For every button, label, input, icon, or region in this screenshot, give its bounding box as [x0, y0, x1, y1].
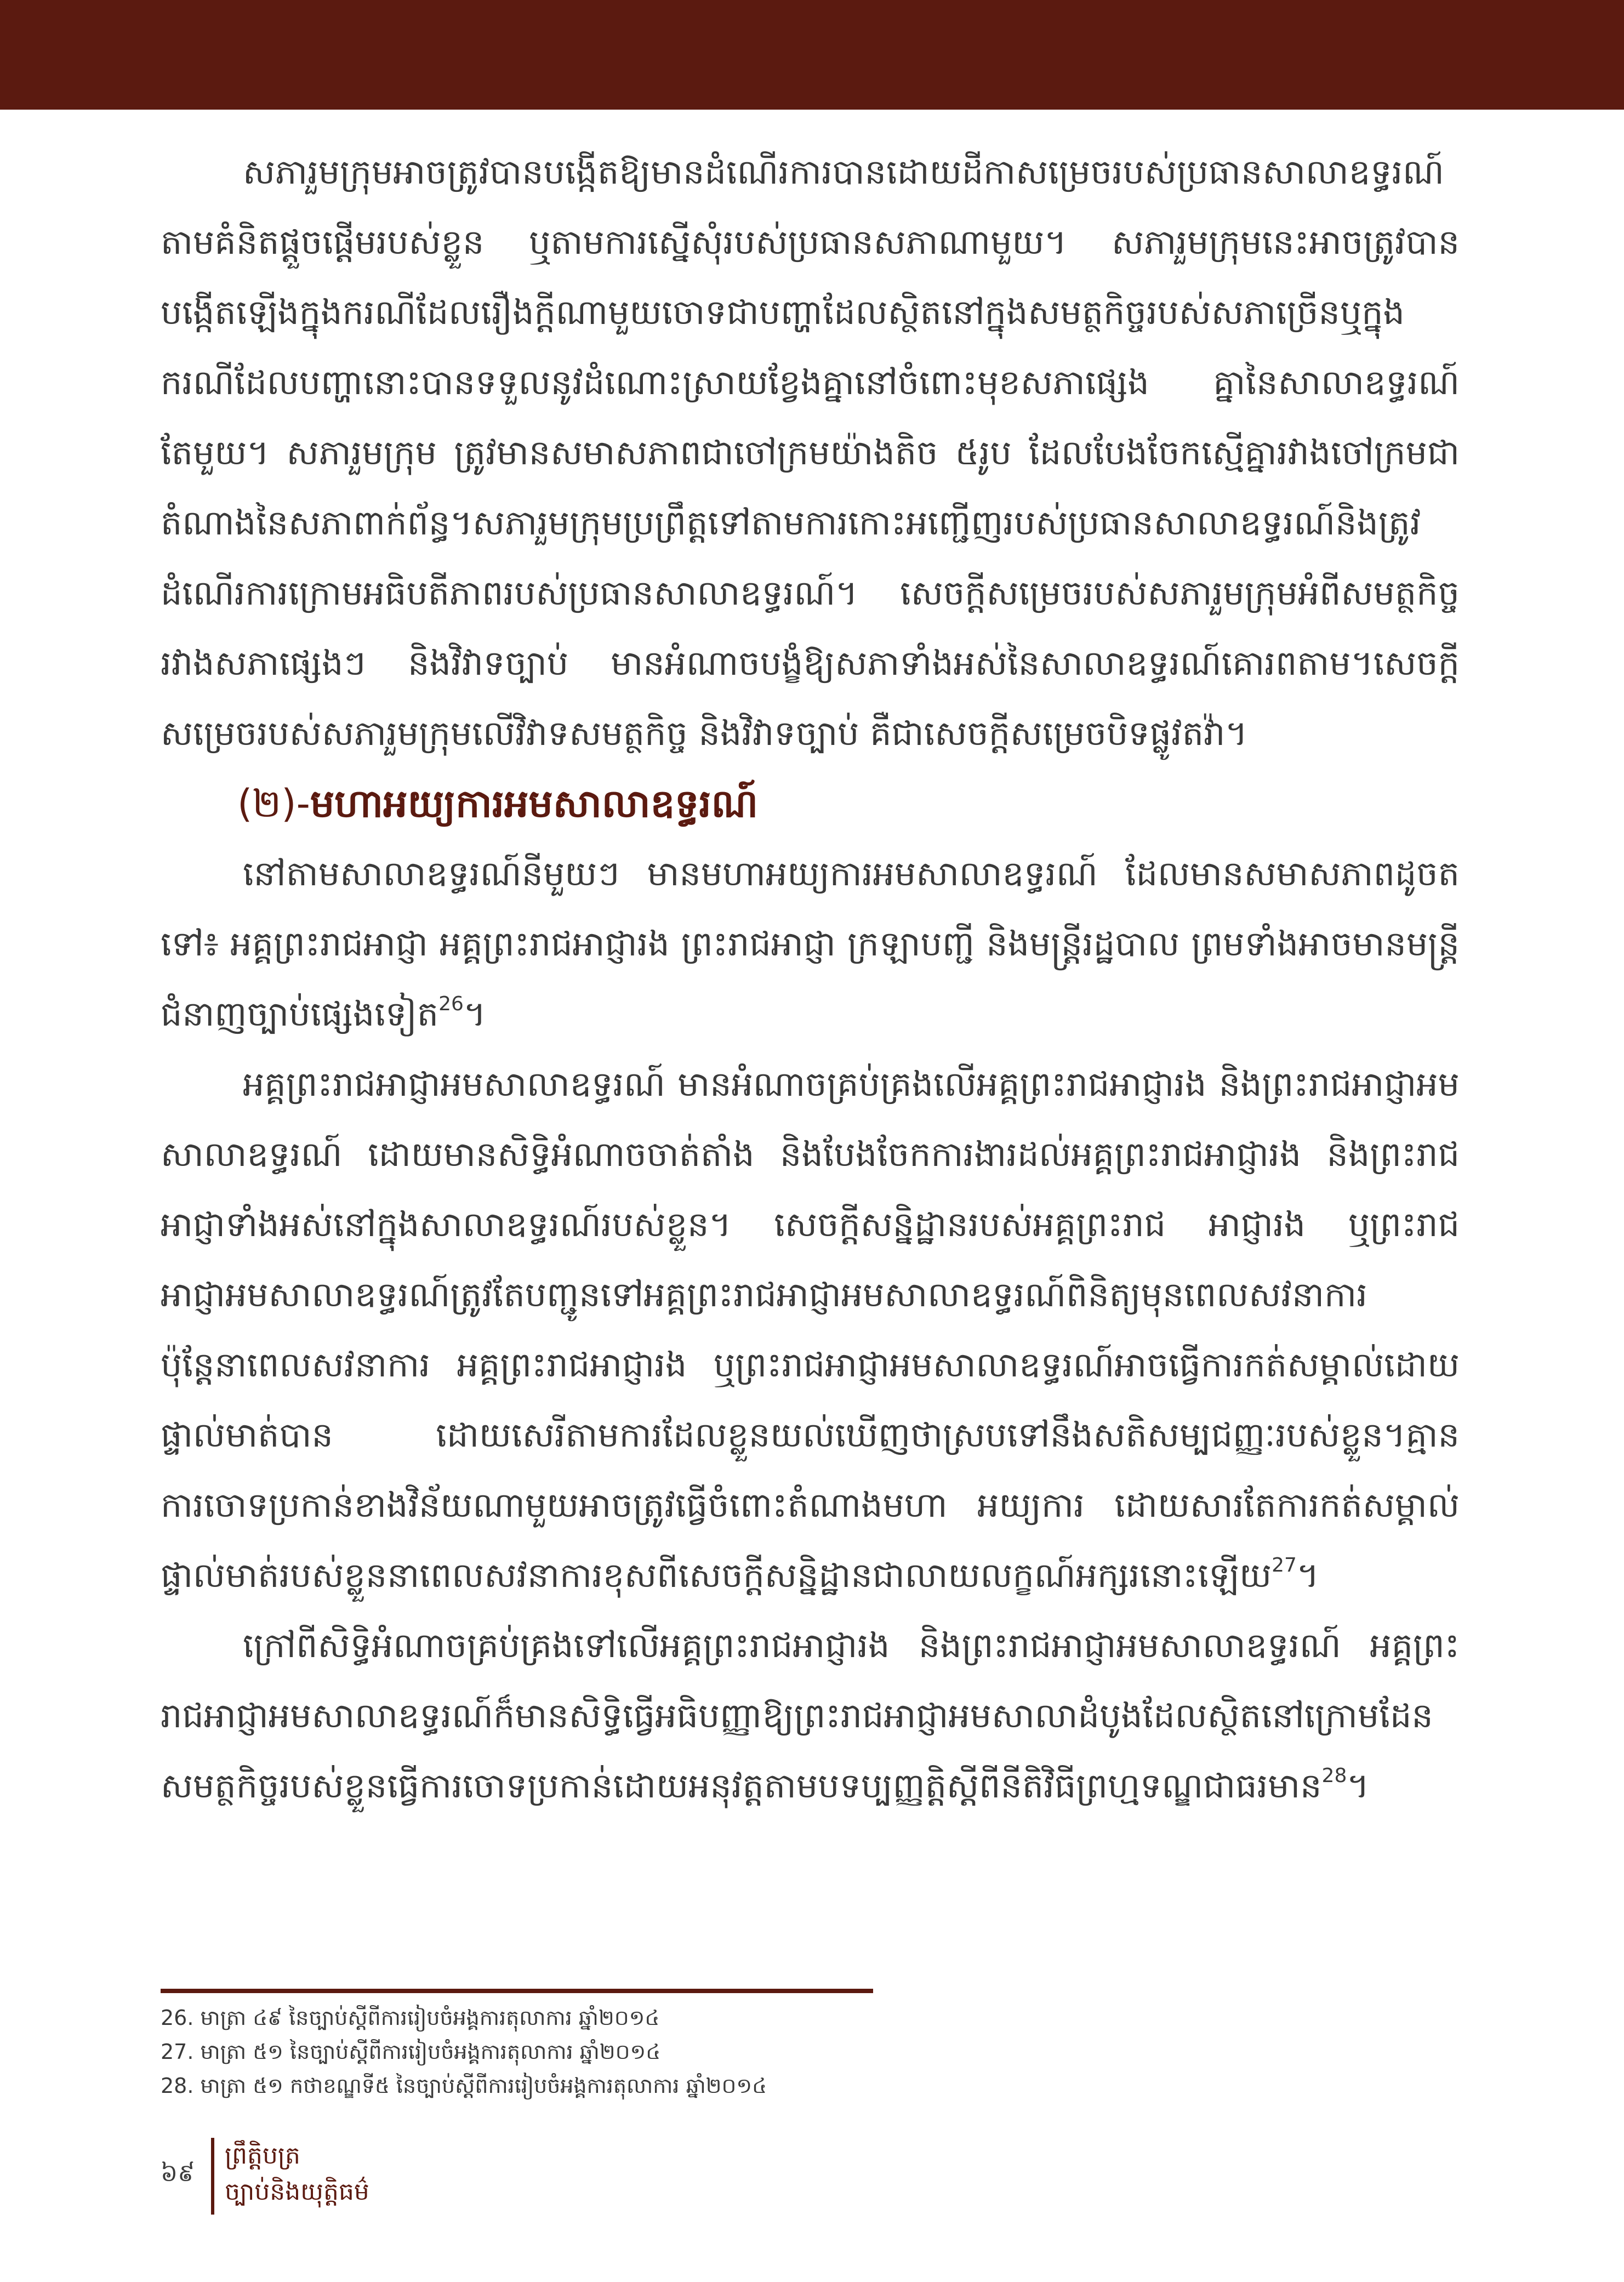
- section-heading: [161, 769, 1460, 839]
- header-band: [0, 0, 1624, 110]
- section-paragraph-1: [161, 839, 1460, 1049]
- footnote-26: 26. មាត្រា ៤៩ នៃច្បាប់ស្តីពីការរៀបចំអង្គការតុលាការ ឆ្នាំ២០១៤: [161, 2006, 660, 2030]
- footnote-ref-26[interactable]: 26: [438, 993, 464, 1015]
- journal-title-line-1: ព្រឹត្តិបត្រ: [225, 2142, 300, 2170]
- section-number: (២)-: [237, 781, 310, 826]
- footnote-ref-27[interactable]: 27: [1272, 1554, 1297, 1577]
- footer-divider: [211, 2138, 214, 2215]
- footnote-27: 27. មាត្រា ៥១ នៃច្បាប់ស្តីពីការរៀបចំអង្គការតុលាការ ឆ្នាំ២០១៤: [161, 2040, 661, 2064]
- footnote-divider: [161, 1989, 873, 1993]
- footnote-ref-28[interactable]: 28: [1321, 1765, 1347, 1787]
- paragraph-text: អគ្គព្រះរាជអាជ្ញាអមសាលាឧទ្ធរណ៍ មានអំណាចគ្រប់គ្រងលើអគ្គព្រះរាជអាជ្ញារង និងព្រះរាជអាជ្ញាអមសាលាឧទ្ធរណ៍ ដោយមានសិទ្ធិអំណាចចាត់តាំង និងបែងចែកការងារដល់អគ្គព្រះរាជអាជ្ញារង និងព្រះរាជអាជ្ញាទាំងអស់នៅក្នុងសាលាឧទ្ធរណ៍របស់ខ្លួន។ សេចក្តីសន្និដ្ឋានរបស់អគ្គព្រះរាជ អាជ្ញារង ឬព្រះរាជអាជ្ញាអមសាលាឧទ្ធរណ៍ត្រូវតែបញ្ជូនទៅអគ្គព្រះរាជអាជ្ញាអមសាលាឧទ្ធរណ៍ពិនិត្យមុនពេលសវនាការ ប៉ុន្តែនាពេលសវនាការ អគ្គព្រះរាជអាជ្ញារង ឬព្រះរាជអាជ្ញាអមសាលាឧទ្ធរណ៍អាចធ្វើការកត់សម្គាល់ដោយផ្ទាល់មាត់បាន ដោយសេរីតាមការដែលខ្លួនយល់ឃើញថាស្របទៅនឹងសតិសម្បជញ្ញៈរបស់ខ្លួន។គ្មានការចោទប្រកាន់ខាងវិន័យណាមួយអាចត្រូវធ្វើចំពោះតំណាងមហា អយ្យការ ដោយសារតែការកត់សម្គាល់ផ្ទាល់មាត់របស់ខ្លួននាពេលសវនាការខុសពីសេចក្តីសន្និដ្ឋានជាលាយលក្ខណ៍អក្សរនោះឡើយ: [161, 1064, 1460, 1595]
- paragraph-end: ។: [1296, 1555, 1319, 1595]
- paragraph-end: ។: [1347, 1766, 1370, 1806]
- paragraph-end: ។: [463, 994, 486, 1034]
- footnotes: [161, 2001, 1460, 2103]
- footnote-28: 28. មាត្រា ៥១ កថាខណ្ឌទី៥ នៃច្បាប់ស្តីពីការរៀបចំអង្គការតុលាការ ឆ្នាំ២០១៤: [161, 2074, 767, 2098]
- paragraph-text: នៅតាមសាលាឧទ្ធរណ៍នីមួយៗ មានមហាអយ្យការអមសាលាឧទ្ធរណ៍ ដែលមានសមាសភាពដូចតទៅ៖ អគ្គព្រះរាជអាជ្ញា អគ្គព្រះរាជអាជ្ញារង ព្រះរាជអាជ្ញា ក្រឡាបញ្ជី និងមន្ត្រីរដ្ឋបាល ព្រមទាំងអាចមានមន្ត្រីជំនាញច្បាប់ផ្សេងទៀត: [161, 853, 1460, 1034]
- intro-paragraph: សភារួមក្រុមអាចត្រូវបានបង្កើតឱ្យមានដំណើរការបានដោយដីកាសម្រេចរបស់ប្រធានសាលាឧទ្ធរណ៍ តាមគំនិតផ្តួចផ្តើមរបស់ខ្លួន ឬតាមការស្នើសុំរបស់ប្រធានសភាណាមួយ។ សភារួមក្រុមនេះអាចត្រូវបានបង្កើតឡើងក្នុងករណីដែលរឿងក្តីណាមួយចោទជាបញ្ហាដែលស្ថិតនៅក្នុងសមត្ថកិច្ចរបស់សភាច្រើនឬក្នុងករណីដែលបញ្ហានោះបានទទួលនូវដំណោះស្រាយខ្វែងគ្នានៅចំពោះមុខសភាផ្សេង គ្នានៃសាលាឧទ្ធរណ៍តែមួយ។ សភារួមក្រុម ត្រូវមានសមាសភាពជាចៅក្រមយ៉ាងតិច ៥រូប ដែលបែងចែកស្មើគ្នារវាងចៅក្រមជាតំណាងនៃសភាពាក់ព័ន្ធ។សភារួមក្រុមប្រព្រឹត្តទៅតាមការកោះអញ្ជើញរបស់ប្រធានសាលាឧទ្ធរណ៍និងត្រូវដំណើរការក្រោមអធិបតីភាពរបស់ប្រធានសាលាឧទ្ធរណ៍។ សេចក្តីសម្រេចរបស់សភារួមក្រុមអំពីសមត្ថកិច្ចរវាងសភាផ្សេងៗ និងវិវាទច្បាប់ មានអំណាចបង្ខំឱ្យសភាទាំងអស់នៃសាលាឧទ្ធរណ៍គោរពតាម។សេចក្តីសម្រេចរបស់សភារួមក្រុមលើវិវាទសមត្ថកិច្ច និងវិវាទច្បាប់ គឺជាសេចក្តីសម្រេចបិទផ្លូវតវ៉ា។: [161, 152, 1460, 753]
- page-content: [161, 137, 1460, 1821]
- paragraph-text: ក្រៅពីសិទ្ធិអំណាចគ្រប់គ្រងទៅលើអគ្គព្រះរាជអាជ្ញារង និងព្រះរាជអាជ្ញាអមសាលាឧទ្ធរណ៍ អគ្គព្រះរាជអាជ្ញាអមសាលាឧទ្ធរណ៍ក៏មានសិទ្ធិធ្វើអធិបញ្ញាឱ្យព្រះរាជអាជ្ញាអមសាលាដំបូងដែលស្ថិតនៅក្រោមដែនសមត្ថកិច្ចរបស់ខ្លួនធ្វើការចោទប្រកាន់ដោយអនុវត្តតាមបទប្បញ្ញត្តិស្តីពីនីតិវិធីព្រហ្មទណ្ឌជាធរមាន: [161, 1625, 1460, 1806]
- page-number: ៦៩: [161, 2159, 195, 2187]
- journal-title-line-2: ច្បាប់និងយុត្តិធម៌: [225, 2178, 369, 2206]
- journal-title: [225, 2138, 369, 2210]
- section-paragraph-3: [161, 1611, 1460, 1821]
- section-title: មហាអយ្យការអមសាលាឧទ្ធរណ៍: [310, 781, 759, 826]
- section-paragraph-2: [161, 1049, 1460, 1611]
